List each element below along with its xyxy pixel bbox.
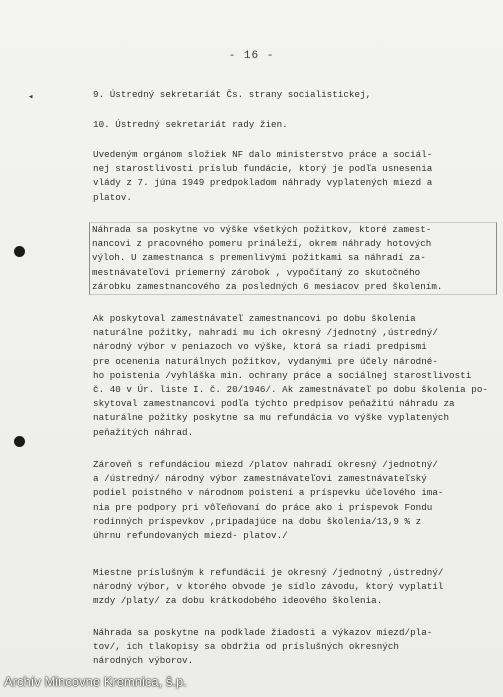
paragraph-5: Miestne príslušným k refundácii je okresný /jednotný ,ústredný/ národný výbor, v ktorého obvode je sídlo závodu, ktorý vyplatil mzdy /platy/ za dobu krátkodobého ideového školenia. <box>93 567 444 607</box>
list-item-10: 10. Ústredný sekretariát rady žien. <box>93 119 288 130</box>
page-number: - 16 - <box>228 50 275 62</box>
punch-hole <box>14 246 25 257</box>
margin-mark: ◂ <box>28 92 34 102</box>
paragraph-2-boxed: Náhrada sa poskytne vo výške všetkých požitkov, ktoré zamest- nancovi z pracovného pomeru prináleží, okrem náhrady hotových výloh. U zamestnanca s premenlivými požitkami sa náhradí za- mestnávateľovi priemerný zárobok , vypočítaný zo skutočného zárobku zamestnancového za posledných 6 mesiacov pred školením. <box>89 222 497 295</box>
list-item-9: 9. Ústredný sekretariát Čs. strany socialistickej, <box>93 89 372 100</box>
punch-hole <box>14 436 25 447</box>
paragraph-1: Uvedeným orgánom složiek NF dalo ministerstvo práce a sociál- nej starostlivosti príslub fundácie, ktorý je podľa usnesenia vlády z 7. júna 1949 predpokladom náhrady vyplatených miezd a platov. <box>93 149 433 203</box>
paragraph-4: Zároveň s refundáciou miezd /platov nahradí okresný /jednotný/ a /ústredný/ národný výbor zamestnávateľovi zamestnávateľský podiel poistného v národnom poistení a príspevku účelového ima- nia pre podpory pri vôľeňovaní do práce ako i príspevok Fondu rodinných príspevkov ,pripadajúce na dobu školenia/13,9 % z úhrnu refundovaných miezd- platov./ <box>93 459 444 541</box>
paragraph-6: Náhrada sa poskytne na podklade žiadosti a výkazov miezd/pla- tov/, ich tlakopisy sa obdržia od príslušných okresných národných výborov. <box>93 627 433 667</box>
archive-watermark: Archív Mincovne Kremnica, š.p. <box>4 674 187 689</box>
paragraph-3: Ak poskytoval zamestnávateľ zamestnancovi po dobu školenia naturálne požitky, nahradí mu ich okresný /jednotný ,ústredný/ národný výbor v peniazoch vo výške, ktorá sa riadi predpismi pre ocenenia naturálnych požitkov, vydanými pre účely národné- ho poistenia /vyhláška min. ochrany práce a sociálnej starostlivosti č. 40 v Úr. liste I. č. 20/1946/. Ak zamestnávateľ po dobu školenia po- skytoval zamestnancovi podľa týchto predpisov peňažitú náhradu za naturálne požitky poskytne sa mu refundácia vo výške vyplatených peňažitých náhrad. <box>93 313 489 438</box>
